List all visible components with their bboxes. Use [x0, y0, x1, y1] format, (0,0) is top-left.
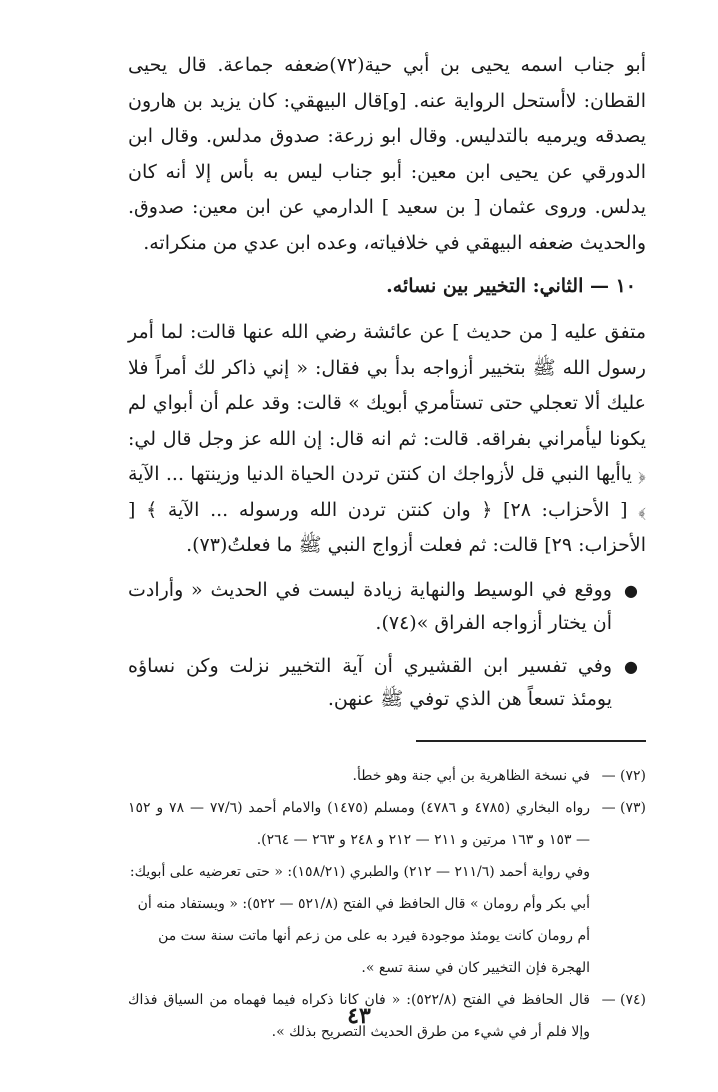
footnote-72 [128, 760, 646, 792]
footnote-number: (٧٤) — [601, 991, 646, 1008]
footnote-text: رواه البخاري (٤٧٨٥ و ٤٧٨٦) ومسلم (١٤٧٥) والامام أحمد (٧٧/٦ — ٧٨ و ١٥٢ — ١٥٣ و ١٦٣ مرتين و ٢١١ — ٢١٢ و ٢٤٨ و ٢٦٣ — ٢٦٤). [128, 799, 591, 848]
page-body [128, 48, 646, 1048]
footnote-text: قال الحافظ في الفتح (٥٢٢/٨): « فان كانا ذكراه فيما فهماه من السياق فذاك وإلا فلم أر في شيء من طرق الحديث التصريح بذلك ». [128, 991, 590, 1040]
paragraph-2: متفق عليه [ من حديث ] عن عائشة رضي الله عنها قالت: لما أمر رسول الله ﷺ بتخيير أزواجه بدأ بي فقال: « إني ذاكر لك أمراً فلا عليك ألا تعجلي حتى تستأمري أبويك » قالت: وقد علم أن أبواي لم يكونا ليأمراني بفراقه. قالت: ثم انه قال: إن الله عز وجل قال لي: ﴿ ياأيها النبي قل لأزواجك ان كنتن تردن الحياة الدنيا وزينتها ... الآية ﴾ [ الأحزاب: ٢٨] ﴿ وان كنتن تردن الله ورسوله ... الآية ﴾ [ الأحزاب: ٢٩] قالت: ثم فعلت أزواج النبي ﷺ ما فعلتُ(٧٣). [128, 321, 646, 556]
bullet-item-1 [128, 574, 646, 640]
section-heading: ١٠ — الثاني: التخيير بين نسائه. [386, 275, 636, 297]
bullet-text-2: وفي تفسير ابن القشيري أن آية التخيير نزلت وكن نساؤه يومئذ تسعاً هن الذي توفي ﷺ عنهن. [128, 654, 612, 710]
footnote-73 [128, 792, 646, 856]
footnote-73-continuation: وفي رواية أحمد (٢١١/٦ — ٢١٢) والطبري (١٥٨/٢١): « حتى تعرضيه على أبويك: أبي بكر وأم رومان » قال الحافظ في الفتح (٥٢١/٨ — ٥٢٢): « ويستفاد منه أن أم رومان كانت يومئذ موجودة فيرد به على من زعم أنها ماتت سنة ست من الهجرة فإن التخيير كان في سنة تسع ». [129, 863, 590, 976]
footnote-number: (٧٢) — [601, 767, 646, 784]
bullet-dot-icon: ● [624, 580, 638, 600]
footnote-divider [416, 740, 646, 742]
bullet-text-1: ووقع في الوسيط والنهاية زيادة ليست في الحديث « وأرادت أن يختار أزواجه الفراق »(٧٤). [128, 578, 612, 634]
footnote-number: (٧٣) — [601, 799, 646, 816]
bullet-dot-icon: ● [624, 656, 638, 676]
bullet-item-2 [128, 650, 646, 716]
page-number: ٤٣ [347, 1003, 371, 1029]
paragraph-1: أبو جناب اسمه يحيى بن أبي حية(٧٢)ضعفه جماعة. قال يحيى القطان: لاأستحل الرواية عنه. [و]قال البيهقي: كان يزيد بن هارون يصدقه ويرميه بالتدليس. وقال ابو زرعة: صدوق مدلس. وقال ابن الدورقي عن يحيى ابن معين: أبو جناب ليس به بأس إلا أنه كان يدلس. وروى عثمان [ بن سعيد ] الدارمي عن ابن معين: صدوق. والحديث ضعفه البيهقي في خلافياته، وعده ابن عدي من منكراته. [128, 54, 646, 254]
footnote-text: في نسخة الظاهرية بن أبي جنة وهو خطأ. [352, 767, 590, 784]
